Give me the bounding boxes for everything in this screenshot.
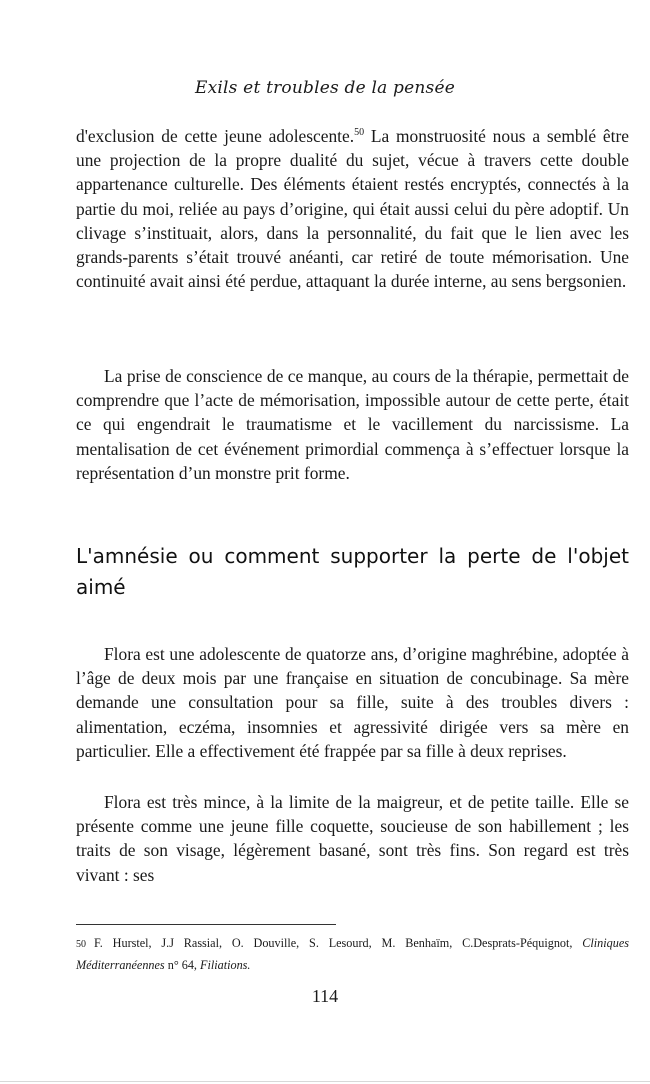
footnote-reference[interactable]: 50 (354, 127, 365, 138)
paragraph-block-2 (76, 364, 629, 485)
paragraph: La prise de conscience de ce manque, au cours de la thérapie, permettait de comprendre que l’acte de mémorisation, impossible autour de cette perte, était ce qui engendrait le traumatisme et le vacillement du narcissisme. La mentalisation de cet événement primordial commença à s’effectuer lorsque la représentation d’un monstre prit forme. (76, 366, 629, 483)
footnote-authors: F. Hurstel, J.J Rassial, O. Douville, S. Lesourd, M. Benhaïm, C.Desprats-Péquignot, (94, 936, 583, 950)
footnote-number: 50 (76, 939, 86, 950)
running-title: Exils et troubles de la pensée (194, 78, 455, 98)
page-edge (0, 1081, 650, 1082)
footnote-issue: n° 64, (164, 958, 201, 972)
page-number: 114 (311, 986, 339, 1006)
footnote-divider (76, 924, 336, 925)
paragraph-text: La monstruosité nous a semblé être une projection de la propre dualité du sujet, vécue à travers cette double appartenance culturelle. Des éléments étaient restés encryptés, connectés à la partie du moi, reliée au pays d’origine, qui était aussi celui du père adoptif. Un clivage s’instituait, alors, dans la personnalité, du fait que le lien avec les grands-parents s’était trouvé anéanti, car retiré de toute mémorisation. Une continuité avait ainsi été perdue, attaquant la durée interne, au sens bergsonien. (76, 126, 629, 292)
paragraph-block-3 (76, 642, 629, 763)
footnote (76, 933, 629, 975)
paragraph: Flora est très mince, à la limite de la maigreur, et de petite taille. Elle se présente comme une jeune fille coquette, soucieuse de son habillement ; les traits de son visage, légèrement basané, sont très fins. Son regard est très vivant : ses (76, 792, 629, 885)
paragraph-block-4 (76, 790, 629, 887)
footnote-journal: Cliniques Méditerranéennes (76, 936, 629, 972)
paragraph: Flora est une adolescente de quatorze ans, d’origine maghrébine, adoptée à l’âge de deux mois par une française en situation de concubinage. Sa mère demande une consultation pour sa fille, suite à des troubles divers : alimentation, eczéma, insomnies et agressivité dirigée vers sa mère en particulier. Elle a effectivement été frappée par sa fille à deux reprises. (76, 644, 629, 761)
paragraph-text: d'exclusion de cette jeune adolescente. (76, 126, 355, 146)
paragraph-block-1 (76, 124, 629, 293)
paragraph (76, 124, 629, 293)
footnote-theme: Filiations. (200, 958, 251, 972)
section-heading: L'amnésie ou comment supporter la perte de l'objet aimé (76, 544, 629, 599)
